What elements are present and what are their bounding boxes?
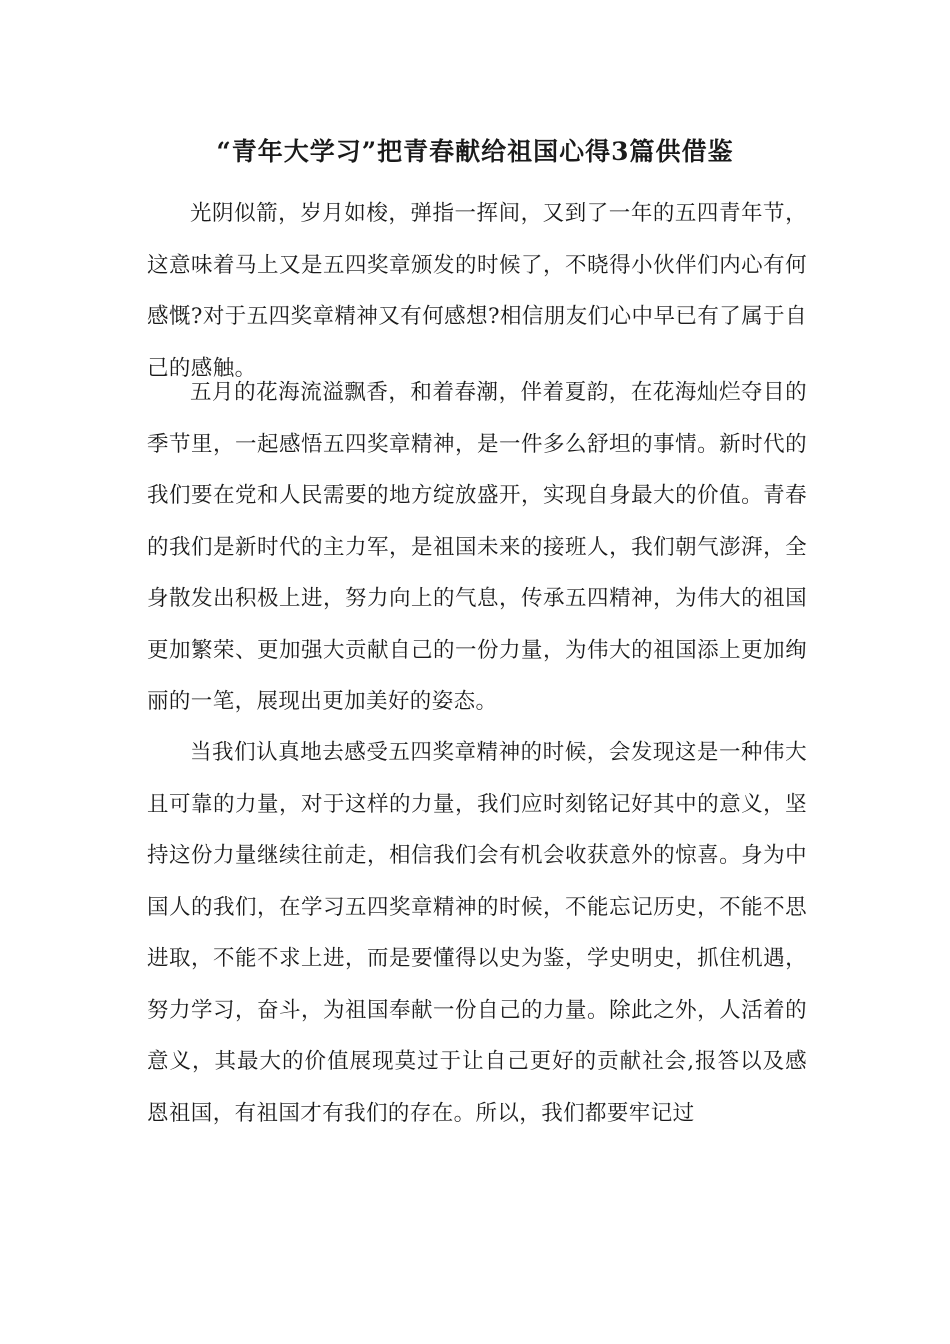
paragraph-2: 五月的花海流溢飘香，和着春潮，伴着夏韵，在花海灿烂夺目的季节里，一起感悟五四奖章精神，是一件多么舒坦的事情。新时代的我们要在党和人民需要的地方绽放盛开，实现自身最大的价值。青春的我们是新时代的主力军，是祖国未来的接班人，我们朝气澎湃，全身散发出积极上进，努力向上的气息，传承五四精神，为伟大的祖国更加繁荣、更加强大贡献自己的一份力量，为伟大的祖国添上更加绚丽的一笔，展现出更加美好的姿态。 — [147, 380, 807, 714]
paragraph-1: 光阴似箭，岁月如梭，弹指一挥间，又到了一年的五四青年节，这意味着马上又是五四奖章颁发的时候了，不晓得小伙伴们内心有何感慨?对于五四奖章精神又有何感想?相信朋友们心中早已有了属于自己的感触。 — [147, 201, 807, 381]
paragraph-3: 当我们认真地去感受五四奖章精神的时候，会发现这是一种伟大且可靠的力量，对于这样的力量，我们应时刻铭记好其中的意义，坚持这份力量继续往前走，相信我们会有机会收获意外的惊喜。身为中国人的我们，在学习五四奖章精神的时候，不能忘记历史，不能不思进取，不能不求上进，而是要懂得以史为鉴，学史明史，抓住机遇，努力学习，奋斗，为祖国奉献一份自己的力量。除此之外，人活着的意义，其最大的价值展现莫过于让自己更好的贡献社会,报答以及感恩祖国，有祖国才有我们的存在。所以，我们都要牢记过 — [147, 740, 807, 1126]
document-title: “青年大学习”把青春献给祖国心得3篇供借鉴 — [216, 137, 734, 166]
